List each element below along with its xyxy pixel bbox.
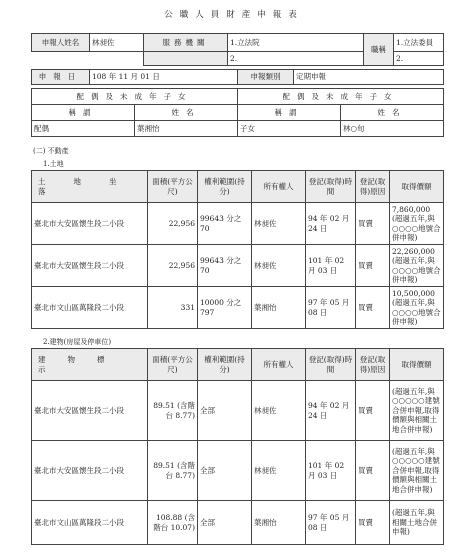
building-area: 89.51 (含階台 8.77) xyxy=(148,381,198,441)
position-value-2: 2. xyxy=(394,52,444,66)
building-reason: 買賣 xyxy=(356,501,390,545)
land-reason: 買賣 xyxy=(356,203,390,245)
family-section-heading-left: 配偶及未成年子女 xyxy=(32,89,238,105)
land-location: 臺北市大安區懷生段二小段 xyxy=(32,203,148,245)
building-col-time: 登記(取得)時間 xyxy=(306,349,356,381)
table-row xyxy=(32,287,444,329)
building-reason: 買賣 xyxy=(356,381,390,441)
building-owner: 林昶佐 xyxy=(252,441,306,501)
real-estate-heading: (二) 不動產 xyxy=(33,147,69,155)
family-section-heading-right: 配偶及未成年子女 xyxy=(238,89,444,105)
building-col-location: 建物標示 xyxy=(32,349,148,381)
land-price: 10,500,000 (超過五年,與○○○○地號合併申報) xyxy=(390,287,444,329)
land-time: 97 年 05 月 08 日 xyxy=(306,287,356,329)
building-time: 101 年 02 月 03 日 xyxy=(306,441,356,501)
building-price: (超過五年,與○○○○○建號合併申報,取得價額與相關土地合併申報) xyxy=(390,381,444,441)
building-col-owner: 所有權人 xyxy=(252,349,306,381)
family-name-right: 林○旬 xyxy=(341,121,444,137)
name-header-right: 姓名 xyxy=(341,105,444,121)
building-share: 全部 xyxy=(198,501,252,545)
relation-header-left: 稱謂 xyxy=(32,105,135,121)
building-price: (超過五年,與相關土地合併申報) xyxy=(390,501,444,545)
declarant-name-label: 申報人姓名 xyxy=(32,34,90,52)
relation-header-right: 稱謂 xyxy=(238,105,341,121)
land-time: 94 年 02 月 24 日 xyxy=(306,203,356,245)
document-title: 公職人員財產申報表 xyxy=(164,10,304,20)
building-col-share: 權利範圍(持分) xyxy=(198,349,252,381)
land-reason: 買賣 xyxy=(356,245,390,287)
table-row xyxy=(32,203,444,245)
family-name-left: 葉湘怡 xyxy=(135,121,238,137)
table-row xyxy=(32,501,444,545)
land-share: 99643 分之 70 xyxy=(198,203,252,245)
agency-label: 服務機關 xyxy=(144,34,228,52)
building-time: 97 年 05 月 08 日 xyxy=(306,501,356,545)
agency-value-2: 2. xyxy=(228,52,364,66)
family-relation-right: 子女 xyxy=(238,121,341,137)
building-table xyxy=(31,348,444,545)
land-area: 331 xyxy=(148,287,198,329)
position-label: 職稱 xyxy=(364,34,394,66)
table-row xyxy=(32,441,444,501)
land-area: 22,956 xyxy=(148,203,198,245)
declarant-header-table xyxy=(31,33,444,66)
land-owner: 葉湘怡 xyxy=(252,287,306,329)
building-area: 89.51 (含階台 8.77) xyxy=(148,441,198,501)
building-owner: 林昶佐 xyxy=(252,381,306,441)
building-area: 108.88 (含階台 10.07) xyxy=(148,501,198,545)
land-col-reason: 登記(取得)原因 xyxy=(356,171,390,203)
land-heading: 1.土地 xyxy=(43,160,64,168)
building-col-price: 取得價額 xyxy=(390,349,444,381)
land-location: 臺北市文山區萬隆段二小段 xyxy=(32,287,148,329)
land-col-area: 面積(平方公尺) xyxy=(148,171,198,203)
land-share: 99643 分之 70 xyxy=(198,245,252,287)
land-owner: 林昶佐 xyxy=(252,245,306,287)
building-time: 94 年 02 月 24 日 xyxy=(306,381,356,441)
land-col-owner: 所有權人 xyxy=(252,171,306,203)
declaration-date-label: 申報日 xyxy=(32,70,90,85)
land-price: 7,860,000 (超過五年,與○○○○地號合併申報) xyxy=(390,203,444,245)
land-share: 10000 分之 797 xyxy=(198,287,252,329)
building-location: 臺北市大安區懷生段二小段 xyxy=(32,381,148,441)
building-location: 臺北市大安區懷生段二小段 xyxy=(32,441,148,501)
land-price: 22,260,000 (超過五年,與○○○○地號合併申報) xyxy=(390,245,444,287)
declarant-name-value: 林昶佐 xyxy=(90,34,144,52)
building-share: 全部 xyxy=(198,381,252,441)
land-col-share: 權利範圍(持分) xyxy=(198,171,252,203)
land-time: 101 年 02 月 03 日 xyxy=(306,245,356,287)
declaration-type-label: 申報類別 xyxy=(238,70,294,85)
building-col-area: 面積(平方公尺) xyxy=(148,349,198,381)
land-area: 22,956 xyxy=(148,245,198,287)
land-col-location: 土地坐落 xyxy=(32,171,148,203)
building-location: 臺北市文山區萬隆段二小段 xyxy=(32,501,148,545)
agency-value-1: 1.立法院 xyxy=(228,34,364,52)
declaration-date-value: 108 年 11 月 01 日 xyxy=(90,70,238,85)
position-value-1: 1.立法委員 xyxy=(394,34,444,52)
land-col-price: 取得價額 xyxy=(390,171,444,203)
name-header-left: 姓名 xyxy=(135,105,238,121)
land-reason: 買賣 xyxy=(356,287,390,329)
building-col-reason: 登記(取得)原因 xyxy=(356,349,390,381)
declaration-date-table xyxy=(31,69,444,85)
land-col-time: 登記(取得)時間 xyxy=(306,171,356,203)
building-price: (超過五年,與○○○○○建號合併申報,取得價額與相關土地合併申報) xyxy=(390,441,444,501)
table-row xyxy=(32,381,444,441)
declaration-type-value: 定期申報 xyxy=(294,70,444,85)
table-row xyxy=(32,245,444,287)
land-location: 臺北市大安區懷生段二小段 xyxy=(32,245,148,287)
building-owner: 葉湘怡 xyxy=(252,501,306,545)
family-table xyxy=(31,88,444,137)
building-reason: 買賣 xyxy=(356,441,390,501)
building-share: 全部 xyxy=(198,441,252,501)
land-owner: 林昶佐 xyxy=(252,203,306,245)
family-relation-left: 配偶 xyxy=(32,121,135,137)
building-heading: 2.建物(房屋及停車位) xyxy=(43,338,112,346)
land-table xyxy=(31,170,444,329)
